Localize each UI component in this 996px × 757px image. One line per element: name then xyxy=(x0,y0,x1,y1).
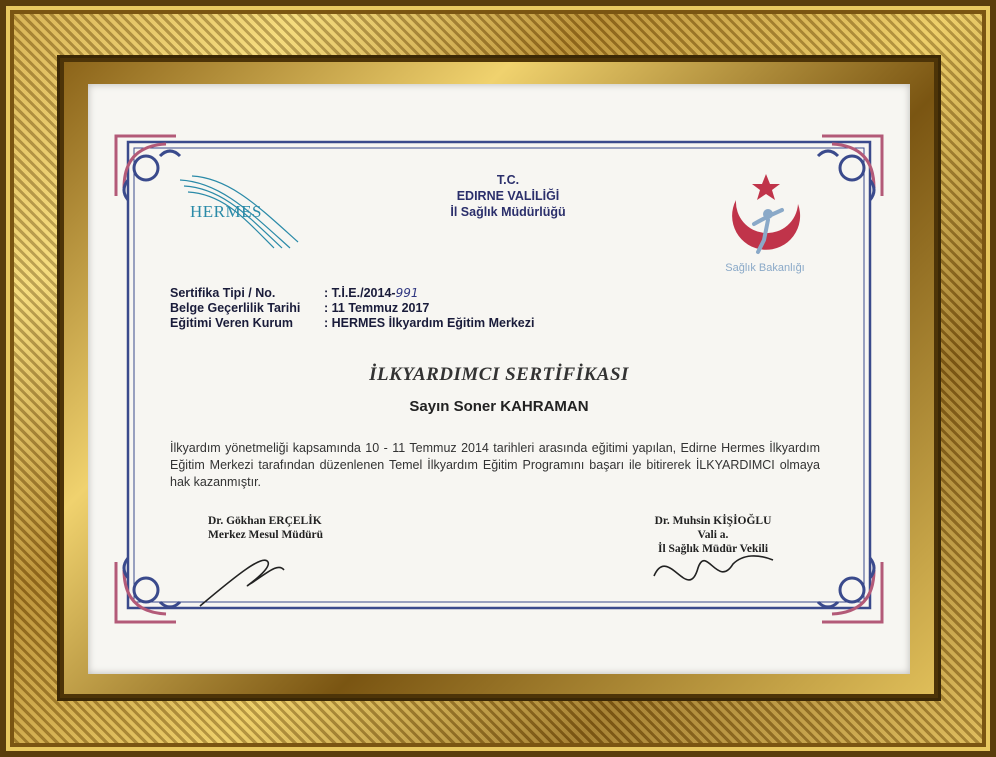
recipient-name: Sayın Soner KAHRAMAN xyxy=(409,398,589,415)
info-row-validity xyxy=(170,301,534,316)
validity-label: Belge Geçerlilik Tarihi xyxy=(170,301,301,315)
info-row-type xyxy=(170,286,534,301)
type-value: : T.İ.E./2014- xyxy=(324,286,396,300)
hermes-brand-text: HERMES xyxy=(190,202,262,221)
right-signer-title-2: İl Sağlık Müdür Vekili xyxy=(657,543,769,555)
header-line-tc: T.C. xyxy=(496,173,520,187)
signature-block-left xyxy=(208,514,323,542)
institution-value: : HERMES İlkyardım Eğitim Merkezi xyxy=(324,316,535,330)
certificate-info xyxy=(170,286,534,331)
header-line-governorate: EDIRNE VALİLİĞİ xyxy=(456,189,560,203)
type-number-handwritten: 991 xyxy=(395,286,419,300)
corner-ornament-bottom-right xyxy=(818,558,882,622)
right-signer-name: Dr. Muhsin KİŞİOĞLU xyxy=(654,515,772,527)
ministry-logo-label: Sağlık Bakanlığı xyxy=(725,262,805,274)
corner-ornament-top-right xyxy=(818,136,882,200)
left-signature-scribble xyxy=(200,560,284,606)
institution-label: Eğitimi Veren Kurum xyxy=(170,316,293,330)
left-signer-name: Dr. Gökhan ERÇELİK xyxy=(208,515,322,527)
certificate-paper xyxy=(88,84,910,674)
info-row-institution xyxy=(170,316,534,331)
type-label: Sertifika Tipi / No. xyxy=(170,286,276,300)
issuer-header xyxy=(388,172,628,220)
header-line-directorate: İl Sağlık Müdürlüğü xyxy=(450,205,566,219)
ministry-of-health-logo-icon xyxy=(718,170,814,270)
validity-value: : 11 Temmuz 2017 xyxy=(324,301,430,315)
corner-ornament-bottom-left xyxy=(116,558,180,622)
right-signature-scribble xyxy=(654,556,773,580)
certificate-title: İLKYARDIMCI SERTİFİKASI xyxy=(369,364,629,385)
certificate-body: İlkyardım yönetmeliği kapsamında 10 - 11 Temmuz 2014 tarihleri arasında eğitimi yapılan, Edirne Hermes İlkyardım Eğitim Merkezi tarafından düzenlenen Temel İlkyardım Eğitim Programını başarı ile bitirerek İLKYARDIMCI olmaya hak kazanmıştır. xyxy=(170,441,820,489)
left-signer-title: Merkez Mesul Müdürü xyxy=(208,529,323,541)
signature-block-right xyxy=(628,514,798,556)
right-signer-title-1: Vali a. xyxy=(697,529,729,541)
